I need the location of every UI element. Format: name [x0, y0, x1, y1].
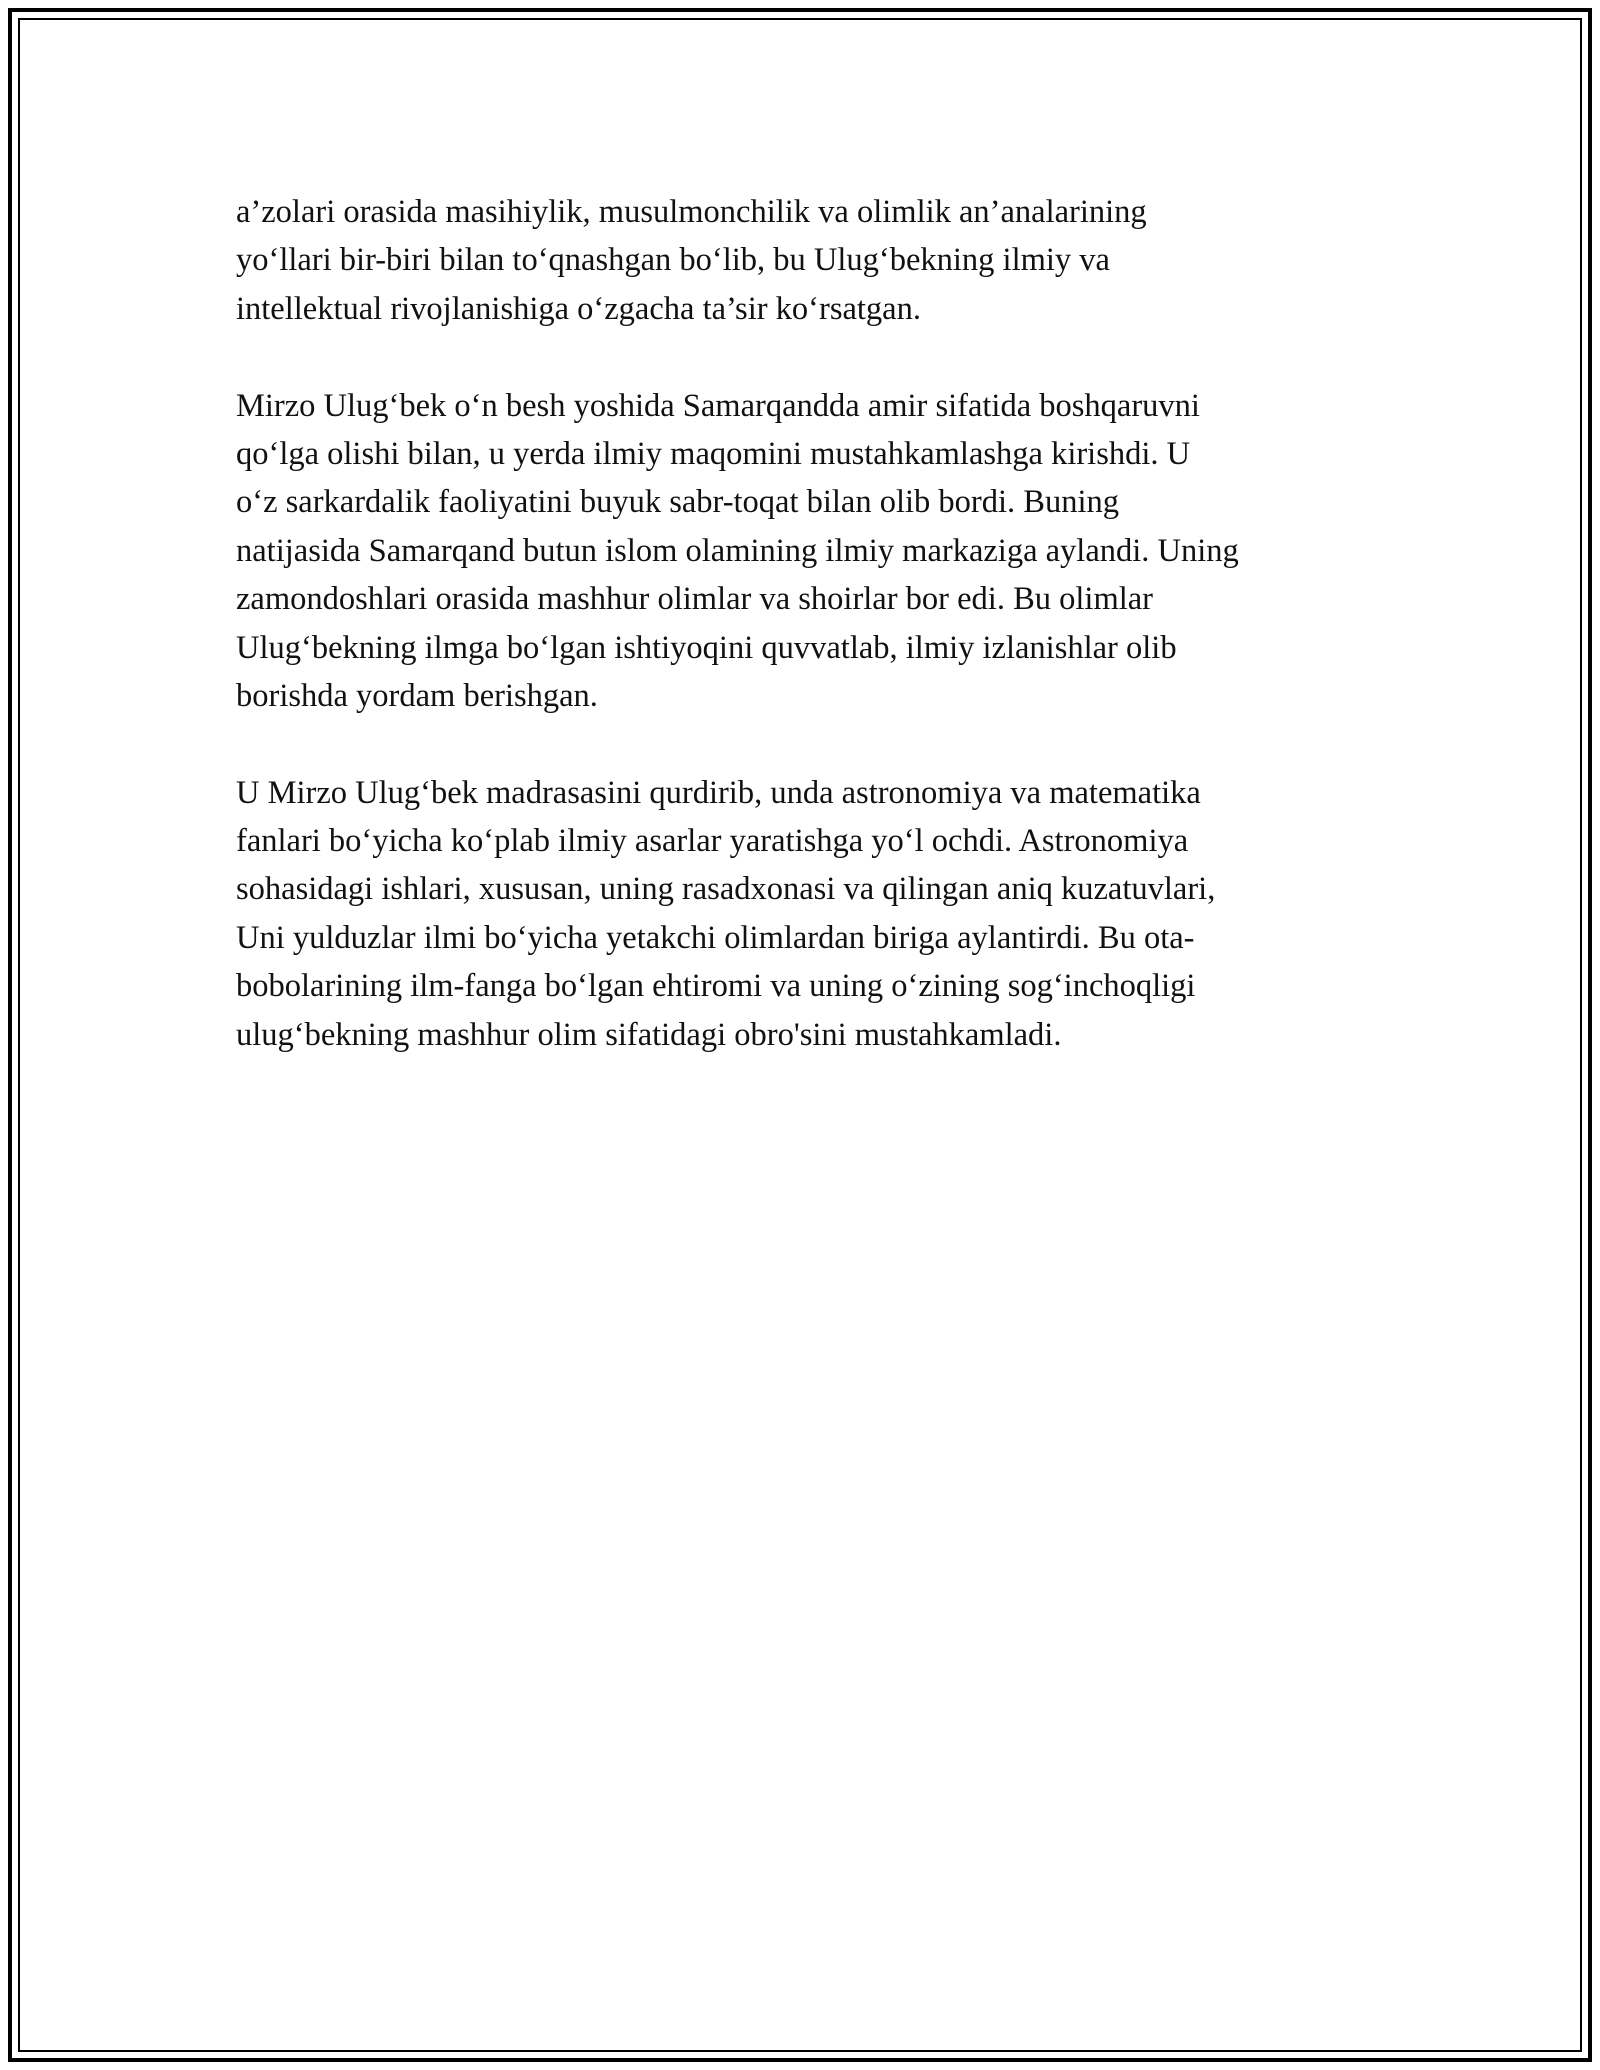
text-line: o‘z sarkardalik faoliyatini buyuk sabr-toqat bilan olib bordi. Buning	[236, 484, 1119, 521]
text-line: Uni yulduzlar ilmi bo‘yicha yetakchi olimlardan biriga aylantirdi. Bu ota-	[236, 919, 1195, 956]
text-line: ulug‘bekning mashhur olim sifatidagi obro'sini mustahkamladi.	[236, 1016, 1062, 1053]
text-line: Mirzo Ulug‘bek o‘n besh yoshida Samarqandda amir sifatida boshqaruvni	[236, 387, 1200, 424]
text-line: qo‘lga olishi bilan, u yerda ilmiy maqomini mustahkamlashga kirishdi. U	[236, 435, 1191, 472]
text-line: natijasida Samarqand butun islom olamining ilmiy markaziga aylandi. Uning	[236, 532, 1239, 569]
text-line: borishda yordam berishgan.	[236, 677, 598, 714]
text-line: yo‘llari bir-biri bilan to‘qnashgan bo‘lib, bu Ulug‘bekning ilmiy va	[236, 242, 1110, 279]
paragraph-1	[236, 188, 1386, 333]
paragraph-2	[236, 382, 1386, 721]
text-line: sohasidagi ishlari, xususan, uning rasadxonasi va qilingan aniq kuzatuvlari,	[236, 871, 1216, 908]
document-body	[236, 188, 1386, 1107]
text-line: fanlari bo‘yicha ko‘plab ilmiy asarlar yaratishga yo‘l ochdi. Astronomiya	[236, 823, 1189, 860]
paragraph-3	[236, 769, 1386, 1059]
text-line: Ulug‘bekning ilmga bo‘lgan ishtiyoqini quvvatlab, ilmiy izlanishlar olib	[236, 629, 1177, 666]
text-line: a’zolari orasida masihiylik, musulmonchilik va olimlik an’analarining	[236, 194, 1147, 230]
text-line: bobolarining ilm-fanga bo‘lgan ehtiromi va uning o‘zining sog‘inchoqligi	[236, 968, 1196, 1005]
text-line: intellektual rivojlanishiga o‘zgacha ta’sir ko‘rsatgan.	[236, 290, 921, 327]
text-line: U Mirzo Ulug‘bek madrasasini qurdirib, unda astronomiya va matematika	[236, 774, 1201, 811]
text-line: zamondoshlari orasida mashhur olimlar va shoirlar bor edi. Bu olimlar	[236, 581, 1153, 618]
